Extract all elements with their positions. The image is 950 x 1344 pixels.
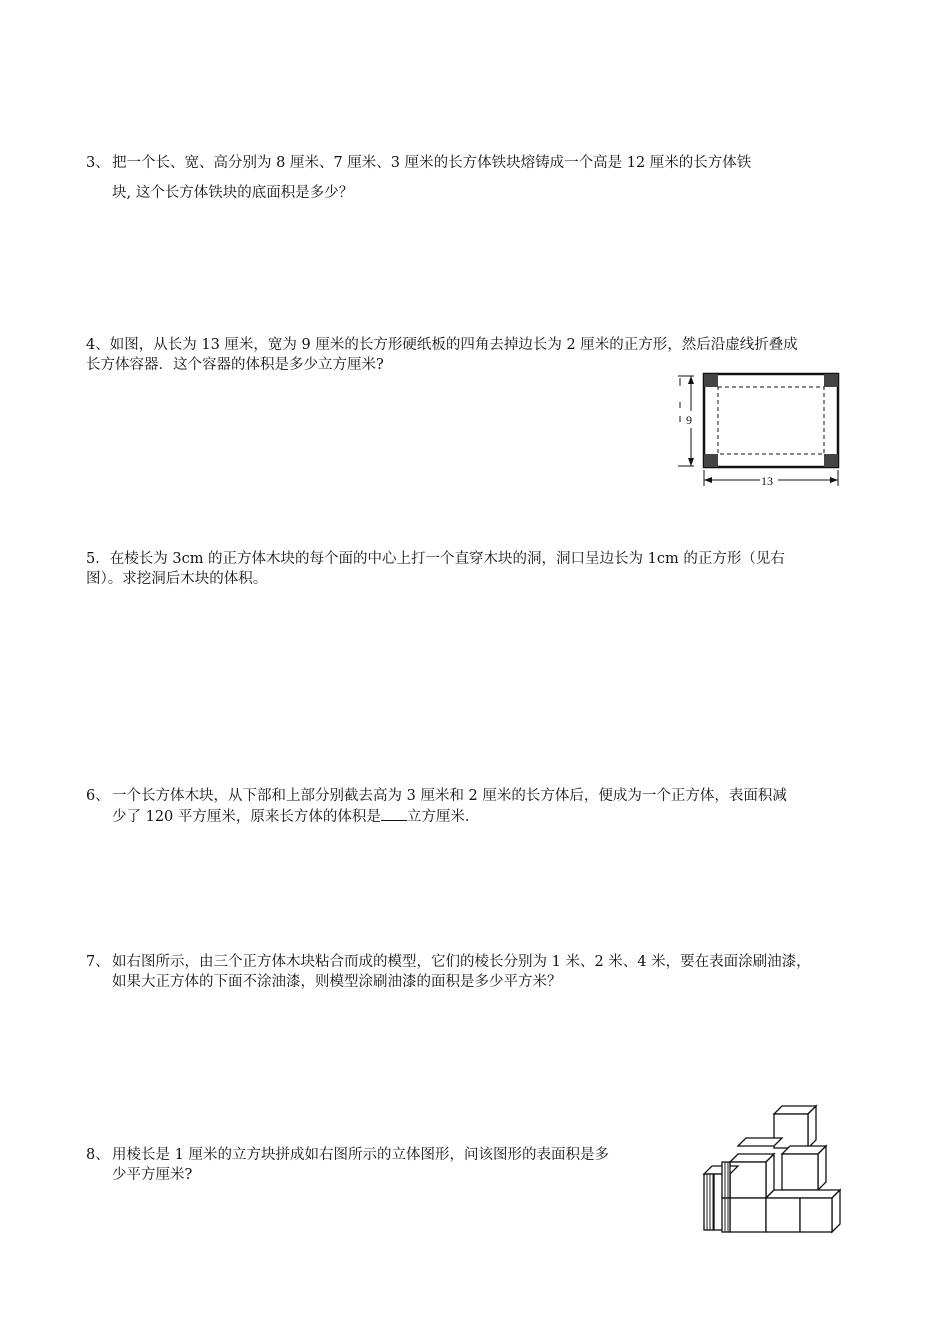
corner-square-tr <box>824 374 838 387</box>
q4-line-1 <box>86 335 798 355</box>
width-label: 13 <box>761 474 773 488</box>
cube-stack-figure <box>700 1100 846 1236</box>
q8-number: 8、 <box>86 1147 110 1163</box>
cube-bottom-1 <box>730 1198 766 1232</box>
cube-bottom-left-hatched <box>722 1198 730 1232</box>
q5-number: 5． <box>86 551 110 567</box>
q5-line-1-text: 在棱长为 3cm 的正方体木块的每个面的中心上打一个直穿木块的洞，洞口呈边长为 1cm 的正方形（见右 <box>109 551 785 567</box>
q6-line-1: 一个长方体木块，从下部和上部分别截去高为 3 厘米和 2 厘米的长方体后，便成为一个正方体，表面积减 <box>112 788 787 804</box>
q4-line-1-text: 如图，从长为 13 厘米，宽为 9 厘米的长方形硬纸板的四角去掉边长为 2 厘米的正方形，然后沿虚线折叠成 <box>109 337 798 353</box>
cube-mid-side-hatched <box>722 1162 730 1198</box>
q3-line-1: 把一个长、宽、高分别为 8 厘米、7 厘米、3 厘米的长方体铁块熔铸成一个高是 12 厘米的长方体铁 <box>112 155 752 171</box>
corner-square-bl <box>704 454 718 467</box>
dim-left-arrow-top <box>688 376 694 384</box>
q6-line-2-text: 少了 120 平方厘米，原来长方体的体积是 <box>112 809 381 825</box>
q7-line-2: 如果大正方体的下面不涂油漆，则模型涂刷油漆的面积是多少平方米？ <box>112 974 562 990</box>
height-label: 9 <box>686 413 692 427</box>
q6-line-2 <box>112 806 470 827</box>
cardboard-figure <box>672 366 848 490</box>
cube-l2-back-top <box>738 1138 782 1146</box>
q8-line-2: 少平方厘米? <box>112 1167 193 1183</box>
q3-line-2: 块, 这个长方体铁块的底面积是多少？ <box>112 185 354 201</box>
cube-bottom-2 <box>766 1198 800 1232</box>
cube-bottom-side <box>832 1190 840 1232</box>
q5-line-1 <box>86 549 785 569</box>
q8-line-1: 用棱长是 1 厘米的立方块拼成如右图所示的立体图形，问该图形的表面积是多 <box>112 1147 609 1163</box>
dim-bottom-arrow-left <box>704 477 712 483</box>
q3-number: 3、 <box>86 155 110 171</box>
q7-number: 7、 <box>86 954 110 970</box>
cube-top-side <box>808 1106 816 1148</box>
q7-line-1: 如右图所示，由三个正方体木块粘合而成的模型，它们的棱长分别为 1 米、2 米、4 米，要在表面涂刷油漆， <box>112 954 811 970</box>
cube-top-front <box>774 1114 808 1148</box>
corner-square-tl <box>704 374 718 387</box>
board-outline <box>704 374 838 467</box>
q5-line-2: 图）。求挖洞后木块的体积。 <box>86 571 268 587</box>
q6-line-2-tail: 立方厘米. <box>406 809 470 825</box>
cube-l2-right-side <box>818 1146 826 1190</box>
cube-left-side-hatched <box>704 1174 714 1230</box>
q4-number: 4、 <box>86 337 110 353</box>
answer-blank[interactable] <box>381 806 407 821</box>
cube-bottom-top <box>766 1190 840 1198</box>
dim-left-arrow-bottom <box>688 458 694 466</box>
corner-square-br <box>824 454 838 467</box>
cube-bottom-3 <box>800 1198 832 1232</box>
q4-line-2: 长方体容器．这个容器的体积是多少立方厘米? <box>86 357 384 373</box>
cube-l2-right-front <box>782 1154 818 1190</box>
dim-bottom-arrow-right <box>830 477 838 483</box>
q6-number: 6、 <box>86 788 110 804</box>
